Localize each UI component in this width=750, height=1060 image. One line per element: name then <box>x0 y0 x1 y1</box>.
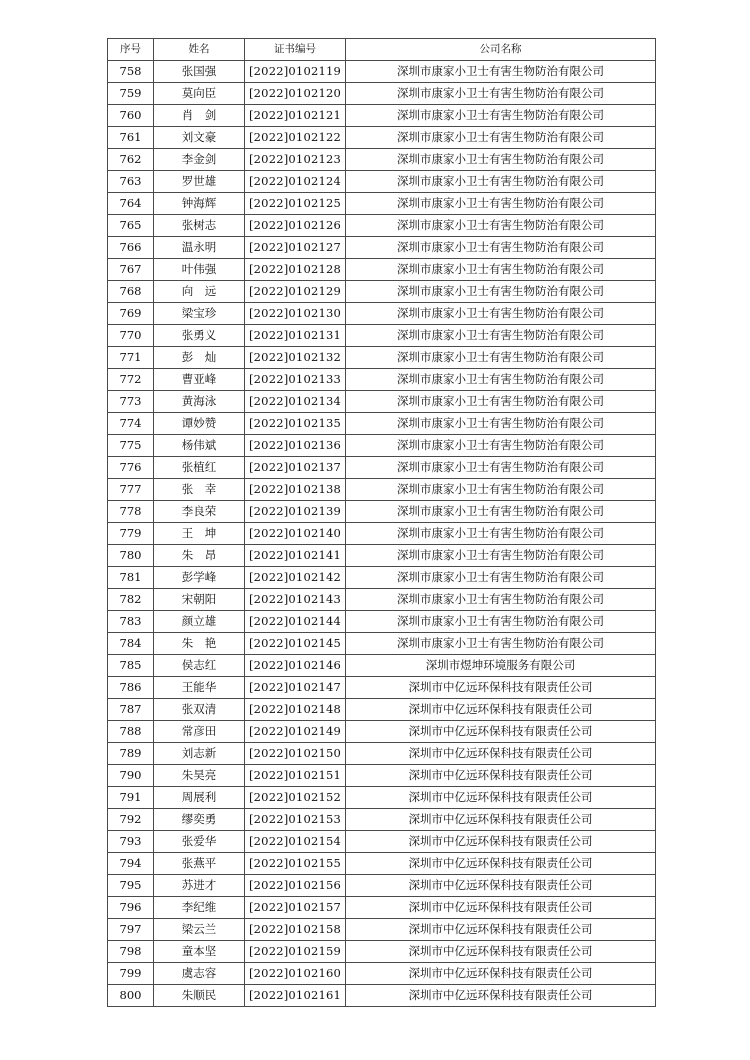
table-row <box>108 303 656 325</box>
table-row <box>108 325 656 347</box>
cell-seq: 774 <box>108 413 154 435</box>
cell-seq: 767 <box>108 259 154 281</box>
cell-name: 虞志容 <box>154 963 245 985</box>
cell-name: 黄海泳 <box>154 391 245 413</box>
cell-seq: 777 <box>108 479 154 501</box>
cell-company: 深圳市康家小卫士有害生物防治有限公司 <box>346 259 656 281</box>
cell-cert-no: [2022]0102128 <box>245 259 346 281</box>
cell-company: 深圳市中亿远环保科技有限责任公司 <box>346 963 656 985</box>
cell-cert-no: [2022]0102150 <box>245 743 346 765</box>
cell-seq: 758 <box>108 61 154 83</box>
cell-seq: 762 <box>108 149 154 171</box>
cell-seq: 797 <box>108 919 154 941</box>
table-row <box>108 655 656 677</box>
cell-cert-no: [2022]0102157 <box>245 897 346 919</box>
cell-company: 深圳市中亿远环保科技有限责任公司 <box>346 941 656 963</box>
table-row <box>108 523 656 545</box>
cell-company: 深圳市康家小卫士有害生物防治有限公司 <box>346 61 656 83</box>
cell-name: 王 坤 <box>154 523 245 545</box>
cell-name: 张勇义 <box>154 325 245 347</box>
cell-cert-no: [2022]0102138 <box>245 479 346 501</box>
cell-name: 张爱华 <box>154 831 245 853</box>
cell-company: 深圳市中亿远环保科技有限责任公司 <box>346 853 656 875</box>
cell-seq: 780 <box>108 545 154 567</box>
cell-seq: 773 <box>108 391 154 413</box>
cell-cert-no: [2022]0102134 <box>245 391 346 413</box>
cell-seq: 765 <box>108 215 154 237</box>
table-row <box>108 413 656 435</box>
table-row <box>108 193 656 215</box>
cell-seq: 772 <box>108 369 154 391</box>
table-row <box>108 699 656 721</box>
table-row <box>108 127 656 149</box>
cell-cert-no: [2022]0102122 <box>245 127 346 149</box>
cell-seq: 782 <box>108 589 154 611</box>
cell-cert-no: [2022]0102152 <box>245 787 346 809</box>
cell-cert-no: [2022]0102144 <box>245 611 346 633</box>
cell-name: 朱 艳 <box>154 633 245 655</box>
cell-seq: 788 <box>108 721 154 743</box>
table-row <box>108 985 656 1007</box>
table-row <box>108 435 656 457</box>
cell-company: 深圳市康家小卫士有害生物防治有限公司 <box>346 369 656 391</box>
cell-company: 深圳市煜坤环境服务有限公司 <box>346 655 656 677</box>
cell-name: 刘志新 <box>154 743 245 765</box>
cell-cert-no: [2022]0102120 <box>245 83 346 105</box>
cell-company: 深圳市康家小卫士有害生物防治有限公司 <box>346 149 656 171</box>
cell-name: 张树志 <box>154 215 245 237</box>
cell-company: 深圳市中亿远环保科技有限责任公司 <box>346 699 656 721</box>
cell-seq: 778 <box>108 501 154 523</box>
header-name: 姓名 <box>154 39 245 61</box>
cell-company: 深圳市康家小卫士有害生物防治有限公司 <box>346 237 656 259</box>
cell-seq: 798 <box>108 941 154 963</box>
cell-name: 曹亚峰 <box>154 369 245 391</box>
cell-name: 张燕平 <box>154 853 245 875</box>
cell-company: 深圳市康家小卫士有害生物防治有限公司 <box>346 567 656 589</box>
cell-seq: 792 <box>108 809 154 831</box>
cell-seq: 789 <box>108 743 154 765</box>
cell-cert-no: [2022]0102127 <box>245 237 346 259</box>
cell-company: 深圳市康家小卫士有害生物防治有限公司 <box>346 457 656 479</box>
cell-seq: 760 <box>108 105 154 127</box>
cell-cert-no: [2022]0102151 <box>245 765 346 787</box>
table-row <box>108 61 656 83</box>
cell-name: 张国强 <box>154 61 245 83</box>
table-row <box>108 765 656 787</box>
cell-name: 李良荣 <box>154 501 245 523</box>
cell-name: 温永明 <box>154 237 245 259</box>
cell-name: 梁宝珍 <box>154 303 245 325</box>
table-row <box>108 501 656 523</box>
cell-seq: 769 <box>108 303 154 325</box>
cell-cert-no: [2022]0102161 <box>245 985 346 1007</box>
cell-company: 深圳市康家小卫士有害生物防治有限公司 <box>346 105 656 127</box>
cell-cert-no: [2022]0102124 <box>245 171 346 193</box>
table-row <box>108 237 656 259</box>
table-row <box>108 457 656 479</box>
cell-cert-no: [2022]0102130 <box>245 303 346 325</box>
cell-seq: 770 <box>108 325 154 347</box>
cell-company: 深圳市康家小卫士有害生物防治有限公司 <box>346 83 656 105</box>
certificate-table <box>107 38 656 1007</box>
cell-name: 常彦田 <box>154 721 245 743</box>
cell-name: 肖 剑 <box>154 105 245 127</box>
cell-cert-no: [2022]0102154 <box>245 831 346 853</box>
cell-seq: 768 <box>108 281 154 303</box>
cell-company: 深圳市康家小卫士有害生物防治有限公司 <box>346 303 656 325</box>
cell-cert-no: [2022]0102142 <box>245 567 346 589</box>
cell-company: 深圳市中亿远环保科技有限责任公司 <box>346 985 656 1007</box>
cell-name: 彭学峰 <box>154 567 245 589</box>
cell-cert-no: [2022]0102158 <box>245 919 346 941</box>
table-row <box>108 215 656 237</box>
cell-company: 深圳市康家小卫士有害生物防治有限公司 <box>346 501 656 523</box>
cell-seq: 787 <box>108 699 154 721</box>
cell-cert-no: [2022]0102135 <box>245 413 346 435</box>
table-row <box>108 787 656 809</box>
cell-company: 深圳市中亿远环保科技有限责任公司 <box>346 721 656 743</box>
cell-seq: 766 <box>108 237 154 259</box>
cell-cert-no: [2022]0102156 <box>245 875 346 897</box>
table-row <box>108 171 656 193</box>
cell-company: 深圳市中亿远环保科技有限责任公司 <box>346 831 656 853</box>
cell-name: 宋朝阳 <box>154 589 245 611</box>
cell-cert-no: [2022]0102159 <box>245 941 346 963</box>
cell-cert-no: [2022]0102146 <box>245 655 346 677</box>
cell-name: 童本坚 <box>154 941 245 963</box>
cell-company: 深圳市康家小卫士有害生物防治有限公司 <box>346 325 656 347</box>
cell-seq: 779 <box>108 523 154 545</box>
cell-company: 深圳市中亿远环保科技有限责任公司 <box>346 809 656 831</box>
table-row <box>108 369 656 391</box>
cell-name: 罗世雄 <box>154 171 245 193</box>
cell-company: 深圳市中亿远环保科技有限责任公司 <box>346 787 656 809</box>
cell-name: 彭 灿 <box>154 347 245 369</box>
cell-company: 深圳市康家小卫士有害生物防治有限公司 <box>346 347 656 369</box>
cell-cert-no: [2022]0102137 <box>245 457 346 479</box>
cell-cert-no: [2022]0102153 <box>245 809 346 831</box>
table-row <box>108 545 656 567</box>
cell-seq: 781 <box>108 567 154 589</box>
cell-name: 张双清 <box>154 699 245 721</box>
cell-company: 深圳市康家小卫士有害生物防治有限公司 <box>346 523 656 545</box>
cell-company: 深圳市康家小卫士有害生物防治有限公司 <box>346 435 656 457</box>
table-row <box>108 259 656 281</box>
cell-cert-no: [2022]0102129 <box>245 281 346 303</box>
cell-company: 深圳市中亿远环保科技有限责任公司 <box>346 897 656 919</box>
cell-cert-no: [2022]0102149 <box>245 721 346 743</box>
table-row <box>108 963 656 985</box>
cell-company: 深圳市康家小卫士有害生物防治有限公司 <box>346 545 656 567</box>
cell-name: 王能华 <box>154 677 245 699</box>
cell-company: 深圳市中亿远环保科技有限责任公司 <box>346 875 656 897</box>
header-company: 公司名称 <box>346 39 656 61</box>
cell-seq: 785 <box>108 655 154 677</box>
cell-name: 张 幸 <box>154 479 245 501</box>
cell-seq: 786 <box>108 677 154 699</box>
table-row <box>108 347 656 369</box>
table-header <box>108 39 656 61</box>
cell-cert-no: [2022]0102119 <box>245 61 346 83</box>
cell-company: 深圳市康家小卫士有害生物防治有限公司 <box>346 193 656 215</box>
cell-company: 深圳市康家小卫士有害生物防治有限公司 <box>346 281 656 303</box>
cell-seq: 791 <box>108 787 154 809</box>
cell-company: 深圳市康家小卫士有害生物防治有限公司 <box>346 479 656 501</box>
cell-name: 李纪维 <box>154 897 245 919</box>
cell-cert-no: [2022]0102132 <box>245 347 346 369</box>
cell-company: 深圳市中亿远环保科技有限责任公司 <box>346 765 656 787</box>
cell-name: 朱 昂 <box>154 545 245 567</box>
cell-cert-no: [2022]0102136 <box>245 435 346 457</box>
cell-name: 刘文豪 <box>154 127 245 149</box>
cell-seq: 783 <box>108 611 154 633</box>
cell-company: 深圳市康家小卫士有害生物防治有限公司 <box>346 589 656 611</box>
table-row <box>108 281 656 303</box>
cell-cert-no: [2022]0102140 <box>245 523 346 545</box>
cell-cert-no: [2022]0102147 <box>245 677 346 699</box>
cell-name: 朱顺民 <box>154 985 245 1007</box>
cell-seq: 790 <box>108 765 154 787</box>
cell-cert-no: [2022]0102123 <box>245 149 346 171</box>
table-row <box>108 677 656 699</box>
cell-company: 深圳市康家小卫士有害生物防治有限公司 <box>346 633 656 655</box>
table-row <box>108 479 656 501</box>
cell-company: 深圳市康家小卫士有害生物防治有限公司 <box>346 171 656 193</box>
cell-seq: 800 <box>108 985 154 1007</box>
cell-seq: 793 <box>108 831 154 853</box>
cell-cert-no: [2022]0102145 <box>245 633 346 655</box>
table-row <box>108 589 656 611</box>
cell-company: 深圳市康家小卫士有害生物防治有限公司 <box>346 611 656 633</box>
table-row <box>108 83 656 105</box>
cell-name: 莫向臣 <box>154 83 245 105</box>
table-row <box>108 809 656 831</box>
table-row <box>108 567 656 589</box>
cell-cert-no: [2022]0102148 <box>245 699 346 721</box>
cell-seq: 763 <box>108 171 154 193</box>
cell-cert-no: [2022]0102131 <box>245 325 346 347</box>
cell-cert-no: [2022]0102141 <box>245 545 346 567</box>
cell-seq: 776 <box>108 457 154 479</box>
cell-seq: 759 <box>108 83 154 105</box>
table-row <box>108 743 656 765</box>
header-cert-no: 证书编号 <box>245 39 346 61</box>
cell-seq: 775 <box>108 435 154 457</box>
cell-name: 朱昊亮 <box>154 765 245 787</box>
cell-name: 叶伟强 <box>154 259 245 281</box>
cell-name: 谭妙赞 <box>154 413 245 435</box>
cell-seq: 799 <box>108 963 154 985</box>
cell-name: 向 远 <box>154 281 245 303</box>
cell-cert-no: [2022]0102143 <box>245 589 346 611</box>
cell-cert-no: [2022]0102133 <box>245 369 346 391</box>
table-row <box>108 721 656 743</box>
cell-name: 张植红 <box>154 457 245 479</box>
table-row <box>108 105 656 127</box>
cell-name: 缪奕勇 <box>154 809 245 831</box>
table-row <box>108 149 656 171</box>
cell-seq: 761 <box>108 127 154 149</box>
table-row <box>108 633 656 655</box>
cell-company: 深圳市康家小卫士有害生物防治有限公司 <box>346 413 656 435</box>
cell-cert-no: [2022]0102121 <box>245 105 346 127</box>
cell-cert-no: [2022]0102155 <box>245 853 346 875</box>
cell-company: 深圳市中亿远环保科技有限责任公司 <box>346 919 656 941</box>
cell-name: 苏进才 <box>154 875 245 897</box>
header-seq: 序号 <box>108 39 154 61</box>
cell-name: 梁云兰 <box>154 919 245 941</box>
cell-cert-no: [2022]0102160 <box>245 963 346 985</box>
cell-name: 周展利 <box>154 787 245 809</box>
cell-seq: 784 <box>108 633 154 655</box>
cell-seq: 764 <box>108 193 154 215</box>
table-body <box>108 61 656 1007</box>
table-row <box>108 853 656 875</box>
cell-company: 深圳市中亿远环保科技有限责任公司 <box>346 743 656 765</box>
cell-name: 杨伟斌 <box>154 435 245 457</box>
cell-name: 李金剑 <box>154 149 245 171</box>
header-row <box>108 39 656 61</box>
cell-company: 深圳市康家小卫士有害生物防治有限公司 <box>346 215 656 237</box>
cell-company: 深圳市康家小卫士有害生物防治有限公司 <box>346 391 656 413</box>
cell-seq: 794 <box>108 853 154 875</box>
table-row <box>108 391 656 413</box>
table-row <box>108 897 656 919</box>
cell-name: 颜立雄 <box>154 611 245 633</box>
cell-cert-no: [2022]0102125 <box>245 193 346 215</box>
table-row <box>108 919 656 941</box>
cell-company: 深圳市康家小卫士有害生物防治有限公司 <box>346 127 656 149</box>
cell-name: 钟海辉 <box>154 193 245 215</box>
cell-seq: 795 <box>108 875 154 897</box>
table-row <box>108 611 656 633</box>
cell-cert-no: [2022]0102126 <box>245 215 346 237</box>
cell-seq: 771 <box>108 347 154 369</box>
cell-cert-no: [2022]0102139 <box>245 501 346 523</box>
cell-company: 深圳市中亿远环保科技有限责任公司 <box>346 677 656 699</box>
cell-seq: 796 <box>108 897 154 919</box>
table-row <box>108 831 656 853</box>
table-row <box>108 941 656 963</box>
table-row <box>108 875 656 897</box>
cell-name: 侯志红 <box>154 655 245 677</box>
